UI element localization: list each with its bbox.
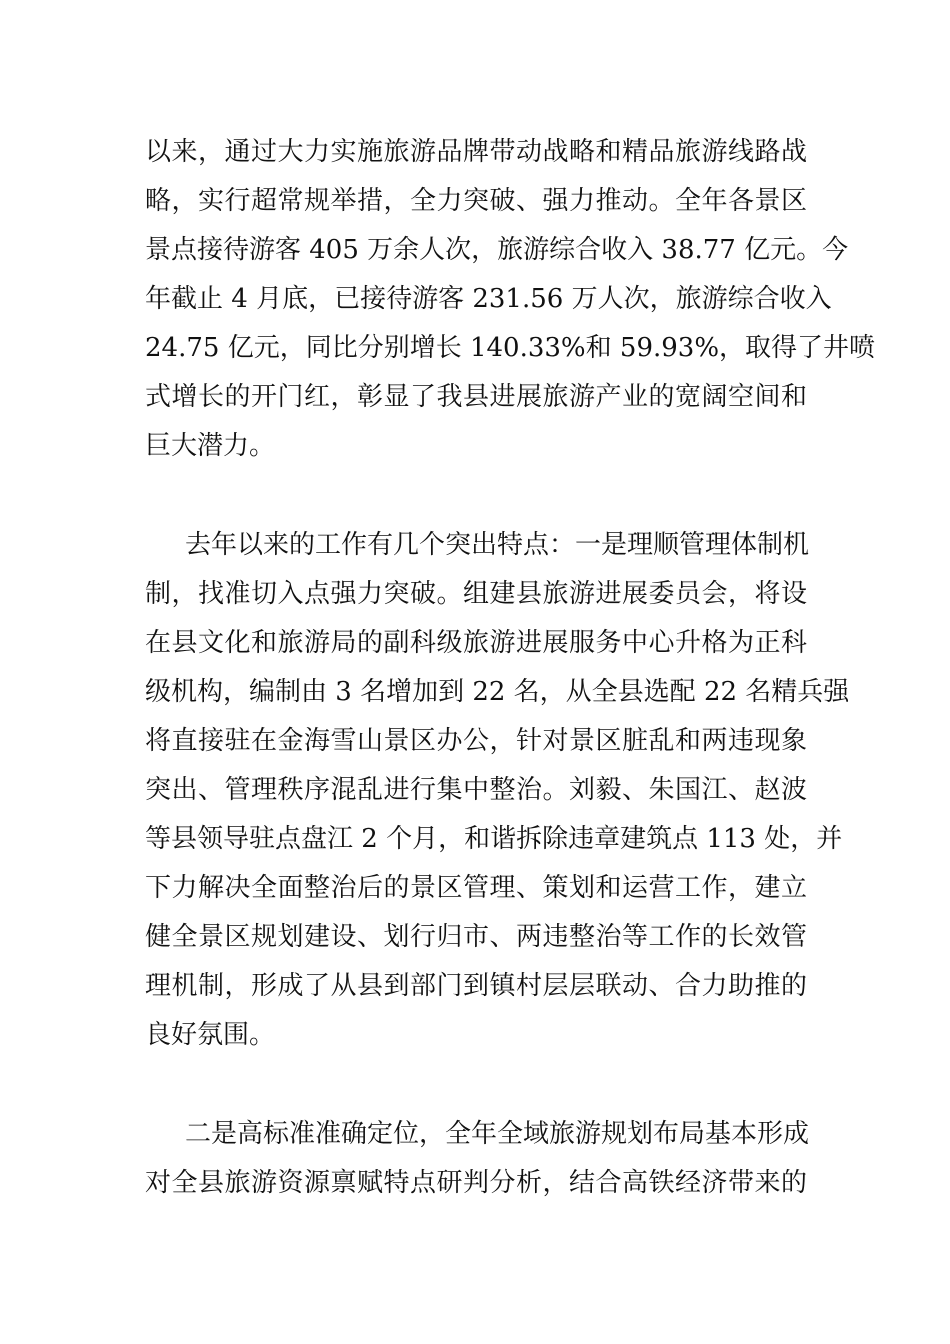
paragraph-planning-positioning <box>145 1110 810 1208</box>
text-line: 年截止 4 月底，已接待游客 231.56 万人次，旅游综合收入 <box>145 284 832 314</box>
text-line: 等县领导驻点盘江 2 个月，和谐拆除违章建筑点 113 处，并 <box>145 824 843 854</box>
text-line: 级机构，编制由 3 名增加到 22 名，从全县选配 22 名精兵强 <box>145 677 850 707</box>
paragraph-work-features <box>145 521 850 1060</box>
text-line-indented: 去年以来的工作有几个突出特点：一是理顺管理体制机 <box>185 530 810 560</box>
text-line-indented: 二是高标准准确定位，全年全域旅游规划布局基本形成 <box>185 1119 810 1149</box>
text-line: 良好氛围。 <box>145 1020 276 1050</box>
text-line: 下力解决全面整治后的景区管理、策划和运营工作，建立 <box>145 873 807 903</box>
text-line: 对全县旅游资源禀赋特点研判分析，结合高铁经济带来的 <box>145 1168 807 1198</box>
text-line: 健全景区规划建设、划行归市、两违整治等工作的长效管 <box>145 922 807 952</box>
text-line: 理机制，形成了从县到部门到镇村层层联动、合力助推的 <box>145 971 807 1001</box>
paragraph-tourism-results <box>145 128 876 471</box>
text-line: 景点接待游客 405 万余人次，旅游综合收入 38.77 亿元。今 <box>145 235 849 265</box>
text-line: 以来，通过大力实施旅游品牌带动战略和精品旅游线路战 <box>145 137 807 167</box>
text-line: 突出、管理秩序混乱进行集中整治。刘毅、朱国江、赵波 <box>145 775 807 805</box>
text-line: 制，找准切入点强力突破。组建县旅游进展委员会，将设 <box>145 579 807 609</box>
text-line: 略，实行超常规举措，全力突破、强力推动。全年各景区 <box>145 186 807 216</box>
text-line: 在县文化和旅游局的副科级旅游进展服务中心升格为正科 <box>145 628 807 658</box>
text-line: 将直接驻在金海雪山景区办公，针对景区脏乱和两违现象 <box>145 726 807 756</box>
text-line: 24.75 亿元，同比分别增长 140.33%和 59.93%，取得了井喷 <box>145 333 876 363</box>
text-line: 式增长的开门红，彰显了我县进展旅游产业的宽阔空间和 <box>145 382 807 412</box>
text-line: 巨大潜力。 <box>145 431 276 461</box>
